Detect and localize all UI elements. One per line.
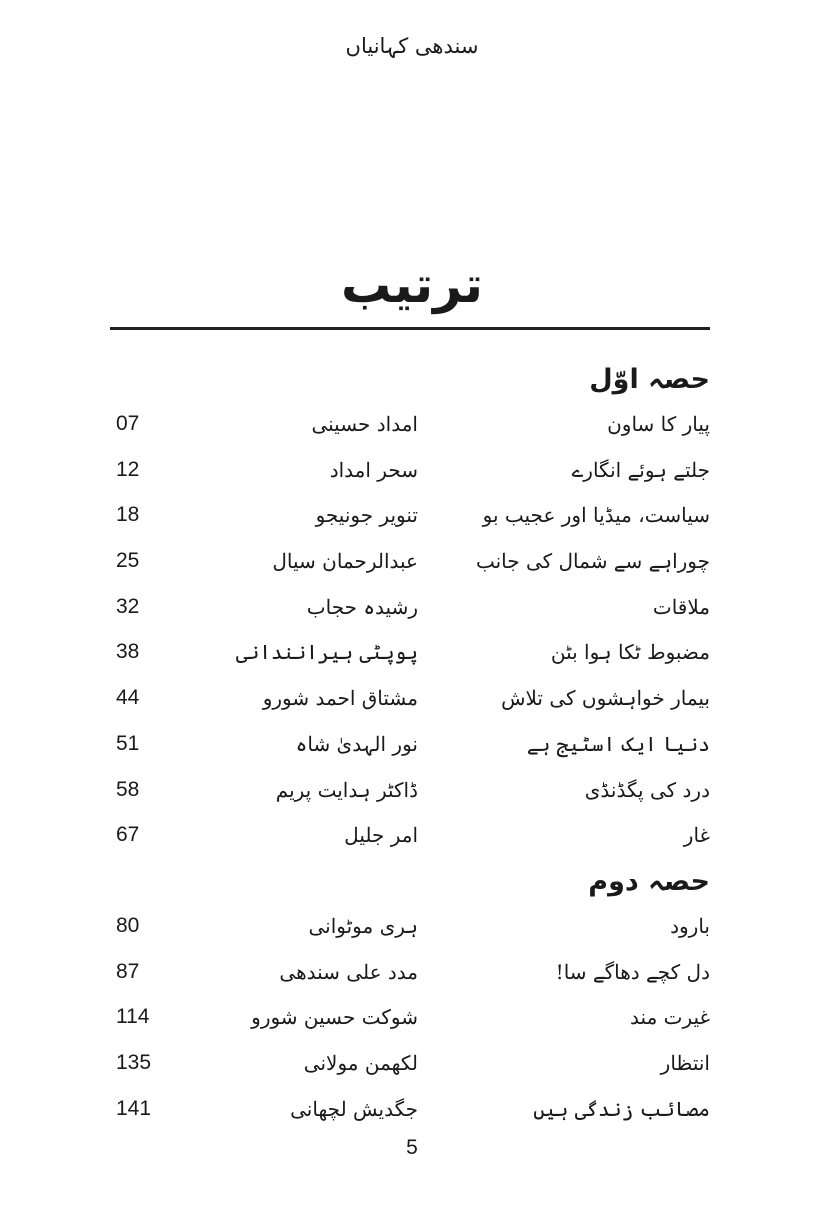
- running-head: سندھی کہانیاں: [345, 34, 479, 58]
- toc-story-title: مضبوط ٹکا ہوا بٹن: [550, 640, 710, 665]
- toc-page-number: 67: [116, 823, 140, 847]
- toc-row[interactable]: [0, 493, 824, 539]
- toc-page-number: 32: [116, 594, 140, 618]
- toc-row[interactable]: [0, 676, 824, 722]
- toc-row[interactable]: [0, 585, 824, 631]
- toc-author: مشتاق احمد شورو: [262, 686, 418, 711]
- toc-page-number: 44: [116, 686, 140, 710]
- toc-row[interactable]: [0, 813, 824, 859]
- toc-list-part-one: [0, 402, 824, 859]
- toc-page-number: 114: [116, 1005, 150, 1029]
- title-rule: [110, 327, 710, 330]
- toc-row[interactable]: [0, 904, 824, 950]
- toc-author: نور الہدیٰ شاہ: [295, 731, 418, 756]
- toc-row[interactable]: [0, 768, 824, 814]
- toc-story-title: بارود: [670, 914, 710, 938]
- toc-story-title: چوراہے سے شمال کی جانب: [475, 549, 710, 574]
- section-heading-part-one: حصہ اوّل: [589, 364, 710, 395]
- toc-row[interactable]: [0, 995, 824, 1041]
- toc-story-title: بیمار خواہشوں کی تلاش: [501, 686, 710, 711]
- toc-author: جگدیش لچھانی: [290, 1096, 418, 1121]
- toc-story-title: درد کی پگڈنڈی: [584, 777, 710, 802]
- toc-story-title: سیاست، میڈیا اور عجیب بو: [482, 503, 710, 528]
- toc-row[interactable]: [0, 722, 824, 768]
- toc-story-title: مصائب زندگی ہیں: [533, 1096, 710, 1121]
- toc-story-title: دنیا ایک اسٹیج ہے: [526, 731, 710, 756]
- toc-author: سحر امداد: [329, 457, 418, 482]
- toc-author: امداد حسینی: [311, 412, 418, 436]
- toc-story-title: انتظار: [660, 1051, 710, 1076]
- toc-page-number: 135: [116, 1051, 152, 1075]
- toc-row[interactable]: [0, 448, 824, 494]
- toc-page-number: 80: [116, 914, 140, 937]
- toc-author: ہری موٹوانی: [308, 914, 418, 938]
- toc-author: عبدالرحمان سیال: [272, 549, 418, 574]
- toc-page-number: 12: [116, 457, 140, 481]
- page-title: ترتیب: [341, 256, 483, 314]
- toc-page-number: 25: [116, 549, 140, 573]
- toc-story-title: ملاقات: [652, 594, 710, 619]
- toc-row[interactable]: [0, 1087, 824, 1133]
- toc-page-number: 38: [116, 640, 140, 664]
- toc-page-number: 141: [116, 1096, 152, 1120]
- page-number: 5: [406, 1136, 418, 1159]
- toc-page-number: 18: [116, 503, 140, 527]
- toc-page-number: 07: [116, 412, 140, 435]
- toc-story-title: غار: [683, 823, 710, 848]
- toc-row[interactable]: [0, 402, 824, 448]
- toc-author: پوپٹی ہیرانندانی: [235, 640, 418, 665]
- toc-page-number: 58: [116, 777, 140, 801]
- toc-story-title: غیرت مند: [630, 1005, 710, 1030]
- toc-author: رشیدہ حجاب: [306, 594, 418, 619]
- toc-author: لکھمن مولانی: [303, 1051, 418, 1076]
- toc-author: ڈاکٹر ہدایت پریم: [275, 777, 418, 802]
- toc-author: مدد علی سندھی: [279, 959, 418, 984]
- toc-author: شوکت حسین شورو: [251, 1005, 418, 1030]
- toc-page-number: 87: [116, 959, 140, 983]
- toc-list-part-two: [0, 904, 824, 1132]
- toc-story-title: جلتے ہوئے انگارے: [571, 457, 710, 482]
- toc-author: امر جلیل: [344, 823, 418, 848]
- toc-row[interactable]: [0, 1041, 824, 1087]
- toc-story-title: دل کچے دھاگے سا!: [555, 959, 710, 984]
- toc-row[interactable]: [0, 950, 824, 996]
- toc-story-title: پیار کا ساون: [607, 412, 710, 436]
- toc-author: تنویر جونیجو: [315, 503, 418, 528]
- toc-row[interactable]: [0, 539, 824, 585]
- toc-page-number: 51: [116, 731, 140, 755]
- toc-row[interactable]: [0, 630, 824, 676]
- section-heading-part-two: حصہ دوم: [588, 866, 710, 897]
